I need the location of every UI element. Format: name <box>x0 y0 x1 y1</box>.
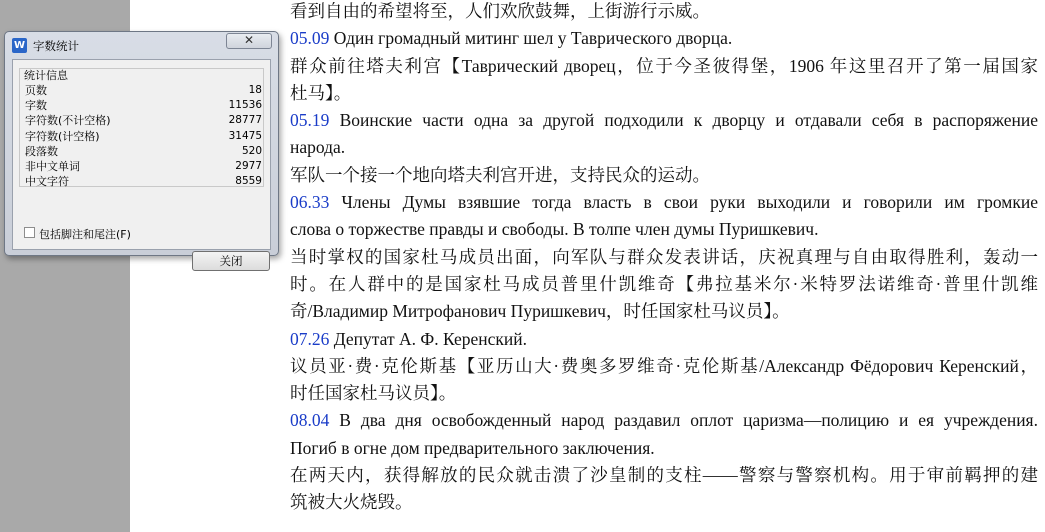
stat-row-non-chinese-words <box>25 159 262 174</box>
line-text: 时。在人群中的是国家杜马成员普里什凯维奇【弗拉基米尔·米特罗法诺维奇·普里什凯维 <box>290 273 1038 294</box>
stat-label: 非中文单词 <box>25 159 80 173</box>
line-text: 议员亚·费·克伦斯基【亚历山大·费奥多罗维奇·克伦斯基/Александр Фёдорович Керенский， <box>290 355 1038 376</box>
include-footnotes-label[interactable]: 包括脚注和尾注(F) <box>39 228 131 241</box>
document-line[interactable] <box>290 326 1038 353</box>
line-text: 群众前往塔夫利宫【Таврический дворец，位于今圣彼得堡，1906 年这里召开了第一届国家 <box>290 55 1038 76</box>
line-text: 奇/Владимир Митрофанович Пуришкевич，时任国家杜马议员】。 <box>290 301 790 322</box>
stat-label: 段落数 <box>25 144 58 158</box>
line-text: народа. <box>290 137 346 158</box>
stat-row-paragraphs <box>25 144 262 159</box>
line-text: 看到自由的希望将至，人们欢欣鼓舞，上街游行示威。 <box>290 1 710 21</box>
document-line[interactable] <box>290 353 1038 380</box>
timestamp: 06.33 <box>290 192 330 213</box>
document-line[interactable] <box>290 0 1038 25</box>
timestamp: 08.04 <box>290 410 330 431</box>
close-button[interactable]: 关闭 <box>192 251 270 271</box>
document-line[interactable] <box>290 244 1038 271</box>
line-text: 时任国家杜马议员】。 <box>290 383 457 404</box>
document-line[interactable] <box>290 407 1038 434</box>
line-text: Погиб в огне дом предварительного заключения. <box>290 437 655 458</box>
stat-row-chars-with-spaces <box>25 129 262 144</box>
dialog-titlebar[interactable] <box>5 32 278 58</box>
stat-value: 11536 <box>228 99 262 112</box>
line-text: Депутат А. Ф. Керенский. <box>329 328 527 349</box>
document-line[interactable] <box>290 107 1038 134</box>
document-line[interactable] <box>290 80 1038 107</box>
line-text: Воинские части одна за другой подходили к дворцу и отдавали себя в распоряжение <box>329 110 1038 131</box>
stats-list <box>25 83 262 189</box>
dialog-close-icon[interactable]: ✕ <box>226 33 272 49</box>
include-footnotes-checkbox[interactable] <box>24 227 35 238</box>
line-text: В два дня освобожденный народ раздавил оплот царизма—полицию и ея учреждения. <box>329 410 1038 431</box>
document-line[interactable] <box>290 489 1038 516</box>
stat-row-pages <box>25 83 262 98</box>
stat-label: 页数 <box>25 84 47 97</box>
line-text: 在两天内，获得解放的民众就击溃了沙皇制的支柱——警察与警察机构。用于审前羁押的建 <box>290 465 1038 486</box>
document-line[interactable] <box>290 25 1038 52</box>
stat-row-chinese-chars <box>25 174 262 189</box>
line-text: 军队一个接一个地向塔夫利宫开进，支持民众的运动。 <box>290 164 710 185</box>
line-text: Один громадный митинг шел у Таврического дворца. <box>329 28 733 49</box>
document-line[interactable] <box>290 216 1038 243</box>
stats-group-label: 统计信息 <box>24 69 68 82</box>
timestamp: 07.26 <box>290 328 330 349</box>
wps-app-icon: W <box>13 40 26 51</box>
stat-label: 字符数(计空格) <box>25 129 100 143</box>
stat-label: 字符数(不计空格) <box>25 114 111 128</box>
document-line[interactable] <box>290 134 1038 161</box>
timestamp: 05.19 <box>290 110 330 131</box>
document-line[interactable] <box>290 53 1038 80</box>
stat-value: 520 <box>241 144 262 157</box>
document-line[interactable] <box>290 189 1038 216</box>
stat-value: 8559 <box>235 175 262 188</box>
document-line[interactable] <box>290 435 1038 462</box>
stat-label: 字数 <box>25 99 47 113</box>
line-text: 筑被大火烧毁。 <box>290 492 413 513</box>
dialog-content <box>12 59 271 268</box>
timestamp: 05.09 <box>290 28 330 49</box>
dialog-title: 字数统计 <box>33 39 79 53</box>
document-line[interactable] <box>290 462 1038 489</box>
stat-value: 18 <box>248 84 262 96</box>
stat-row-chars-no-spaces <box>25 113 262 128</box>
document-line[interactable] <box>290 271 1038 298</box>
line-text: 杜马】。 <box>290 82 352 103</box>
document-body[interactable] <box>290 0 1038 517</box>
line-text: 当时掌权的国家杜马成员出面，向军队与群众发表讲话，庆祝真理与自由取得胜利，轰动一 <box>290 246 1038 267</box>
word-count-dialog <box>4 31 279 268</box>
stat-value: 28777 <box>228 114 262 127</box>
line-text: слова о торжестве правды и свободы. В толпе член думы Пуришкевич. <box>290 219 819 240</box>
document-line[interactable] <box>290 162 1038 189</box>
stat-row-words <box>25 98 262 113</box>
stat-label: 中文字符 <box>25 175 69 189</box>
document-line[interactable] <box>290 380 1038 407</box>
line-text: Члены Думы взявшие тогда власть в свои руки выходили и говорили им громкие <box>329 192 1038 213</box>
stat-value: 2977 <box>235 159 262 172</box>
stat-value: 31475 <box>228 129 262 142</box>
document-line[interactable] <box>290 298 1038 325</box>
